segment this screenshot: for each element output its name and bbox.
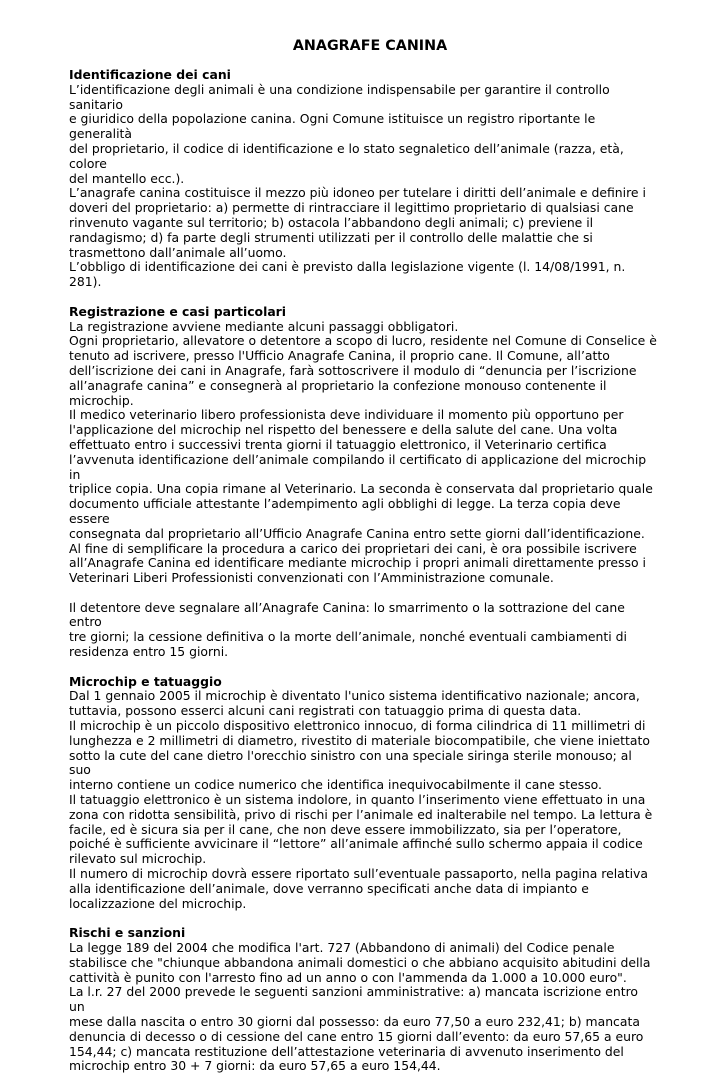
document-page [69,36,657,1089]
document-title: ANAGRAFE CANINA [292,38,448,54]
paragraph: Al fine di semplificare la procedura a carico dei proprietari dei cani, è ora possibile iscrivere all’Anagrafe Canina ed identificare mediante microchip i propri animali direttamente presso i Veterinari Liberi Professionisti convenzionati con l’Amministrazione comunale. [69,540,646,586]
section-heading: Registrazione e casi particolari [69,303,287,319]
paragraph: Il tatuaggio elettronico è un sistema indolore, in quanto l’inserimento viene effettuato in una zona con ridotta sensibilità, privo di rischi per l’animale ed inalterabile nel tempo. La lettura è facile, ed è sicura sia per il cane, che non deve essere immobilizzato, sia per l’operatore, poiché è sufficiente avvicinare il “lettore” all’animale affinché sullo schermo appaia il codice rilevato sul microchip. [69,792,653,867]
paragraph: La legge 189 del 2004 che modifica l'art. 727 (Abbandono di animali) del Codice penale stabilisce che "chiunque abbandona animali domestici o che abbiano acquisito abitudini della cattività è punito con l'arresto fino ad un anno o con l'ammenda da 1.000 a 10.000 euro". [69,940,651,985]
section-microchip [69,675,657,912]
paragraph-spacer [69,586,657,601]
section-registrazione [69,305,657,660]
paragraph: Dal 1 gennaio 2005 il microchip è diventato l'unico sistema identificativo nazionale; ancora, tuttavia, possono esserci alcuni cani registrati con tatuaggio prima di questa data. [69,688,640,719]
paragraph: Il detentore deve segnalare all’Anagrafe Canina: lo smarrimento o la sottrazione del cane entro tre giorni; la cessione definitiva o la morte dell’animale, nonché eventuali cambiamenti di residenza entro 15 giorni. [69,599,627,660]
section-heading: Rischi e sanzioni [69,925,186,941]
paragraph: L’obbligo di identificazione dei cani è previsto dalla legislazione vigente (l. 14/08/1991, n. 281). [69,259,626,290]
paragraph: La l.r. 27 del 2000 prevede le seguenti sanzioni amministrative: a) mancata iscrizione entro un mese dalla nascita o entro 30 giorni dal possesso: da euro 77,50 a euro 232,41; b) mancata denuncia di decesso o di cessione del cane entro 15 giorni dall’evento: da euro 57,65 a euro 154,44; c) mancata restituzione dell’attestazione veterinaria di avvenuto inserimento del microchip entro 30 + 7 giorni: da euro 57,65 a euro 154,44. [69,984,644,1074]
paragraph: Il numero di microchip dovrà essere riportato sull’eventuale passaporto, nella pagina relativa alla identificazione dell’animale, dove verranno specificati anche data di impianto e localizzazione del microchip. [69,866,648,911]
paragraph: L’identificazione degli animali è una condizione indispensabile per garantire il controllo sanitario e giuridico della popolazione canina. Ogni Comune istituisce un registro riportante le generalità del proprietario, il codice di identificazione e lo stato segnaletico dell’animale (razza, età, colore del mantello ecc.). [69,81,624,186]
section-heading: Microchip e tatuaggio [69,673,222,689]
section-sanzioni [69,926,657,1074]
paragraph: Il medico veterinario libero professionista deve individuare il momento più opportuno per l'applicazione del microchip nel rispetto del benessere e della salute del cane. Una volta effettuato entro i successivi trenta giorni il tatuaggio elettronico, il Veterinario certifica l’avvenuta identificazione dell’animale compilando il certificato di applicazione del microchip in triplice copia. Una copia rimane al Veterinario. La seconda è conservata dal proprietario quale documento ufficiale attestante l’adempimento agli obblighi di legge. La terza copia deve essere consegnata dal proprietario all’Ufficio Anagrafe Canina entro sette giorni dall’identificazione. [69,407,653,541]
paragraph: L’anagrafe canina costituisce il mezzo più idoneo per tutelare i diritti dell’animale e definire i doveri del proprietario: a) permette di rintracciare il legittimo proprietario di qualsiasi cane rinvenuto vagante sul territorio; b) ostacola l’abbandono degli animali; c) previene il randagismo; d) fa parte degli strumenti utilizzati per il controllo delle malattie che si trasmettono dall’animale all’uomo. [69,185,646,260]
paragraph: La registrazione avviene mediante alcuni passaggi obbligatori. [69,318,459,334]
paragraph: Il microchip è un piccolo dispositivo elettronico innocuo, di forma cilindrica di 11 millimetri di lunghezza e 2 millimetri di diametro, rivestito di materiale biocompatibile, che viene iniettato sotto la cute del cane dietro l'orecchio sinistro con una speciale siringa sterile monouso; al suo interno contiene un codice numerico che identifica inequivocabilmente il cane stesso. [69,718,650,793]
section-identificazione [69,68,657,290]
paragraph: Ogni proprietario, allevatore o detentore a scopo di lucro, residente nel Comune di Conselice è tenuto ad iscrivere, presso l'Ufficio Anagrafe Canina, il proprio cane. Il Comune, all’atto dell’iscrizione dei cani in Anagrafe, farà sottoscrivere il modulo di “denuncia per l’iscrizione all’anagrafe canina” e consegnerà al proprietario la confezione monouso contenente il microchip. [69,333,657,408]
section-heading: Identificazione dei cani [69,67,231,82]
